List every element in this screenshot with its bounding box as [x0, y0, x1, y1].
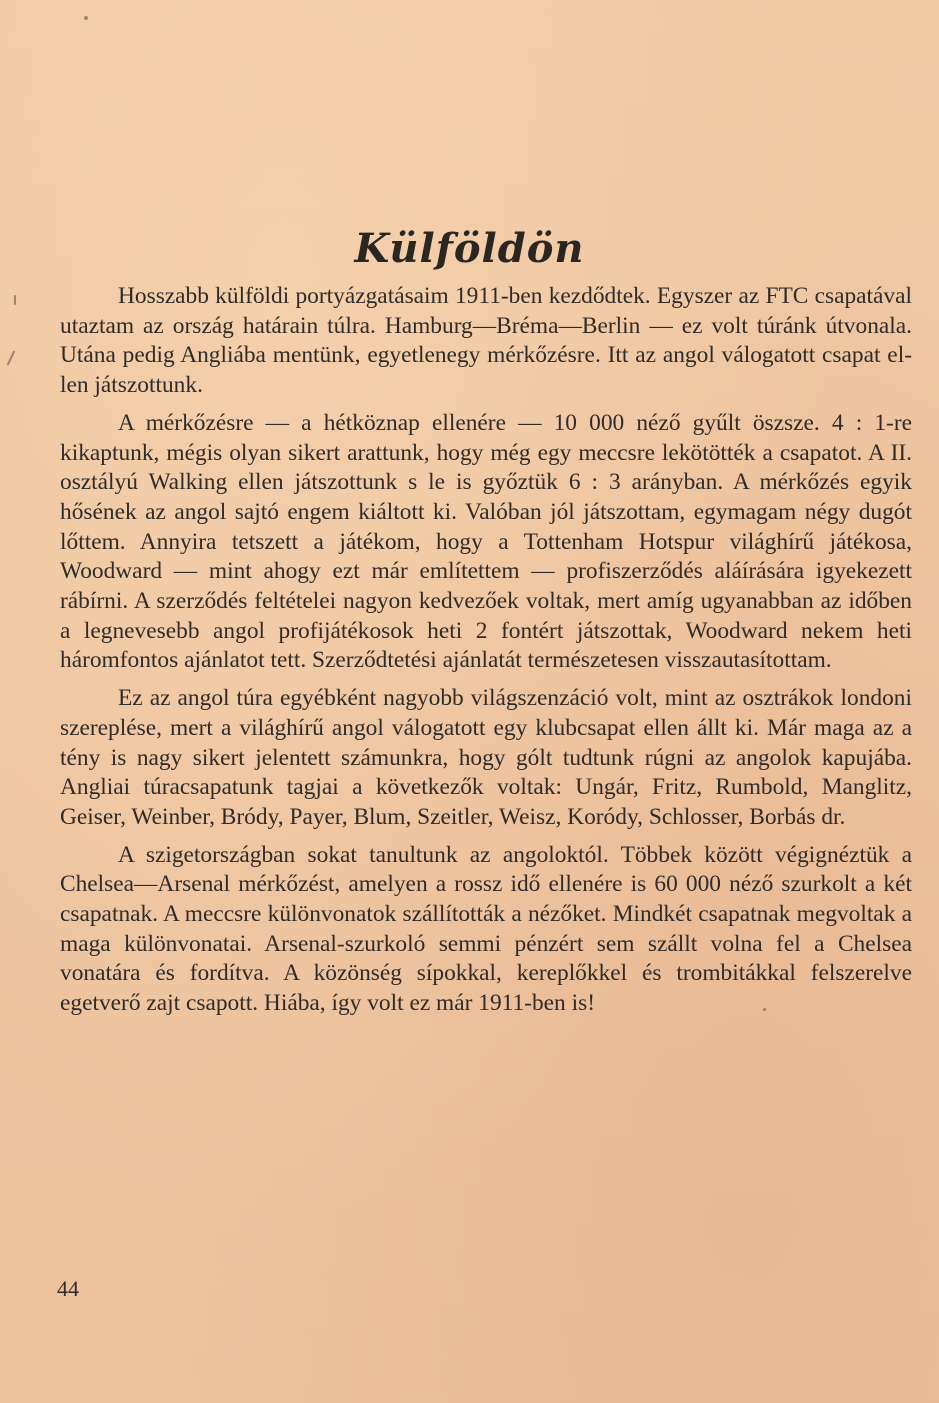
- chapter-body: [60, 282, 912, 1027]
- paragraph: A mérkőzésre — a hétköznap ellenére — 10 000 néző gyűlt öszsze. 4 : 1-re kikaptunk, mégis olyan sikert arattunk, hogy még egy meccsre lekötötték a csapatot. A II. osztályú Walking ellen játszottunk s le is győztük 6 : 3 arányban. A mérkőzés egyik hősének az angol sajtó engem kiáltott ki. Valóban jól játszottam, egymagam négy dugót lőttem. Annyira tetszett a játékom, hogy a Tottenham Hotspur világhírű játékosa, Woodward — mint ahogy ezt már említettem — profiszerződés aláírására igyekezett rábírni. A szerződés feltételei nagyon kedvezőek voltak, mert amíg ugyanabban az időben a legnevesebb angol profijátékosok heti 2 fontért játszottak, Woodward nekem heti háromfontos ajánlatot tett. Szerződtetési ajánlatát természetesen visszautasítottam.: [60, 409, 912, 674]
- paper-speck: [7, 350, 16, 365]
- paragraph: A szigetországban sokat tanultunk az angoloktól. Többek között végignéztük a Chelsea—Arsenal mérkőzést, amelyen a rossz idő ellenére is 60 000 néző szurkolt a két csapatnak. A meccsre különvonatok szállították a nézőket. Mindkét csapatnak megvoltak a maga különvonatai. Arsenal-szurkoló semmi pénzért sem szállt volna fel a Chelsea vonatára és fordítva. A közönség sípokkal, kereplőkkel és trombitákkal felszerelve egetverő zajt csapott. Hiába, így volt ez már 1911-ben is!: [60, 841, 912, 1017]
- paragraph: Ez az angol túra egyébként nagyobb világszenzáció volt, mint az osztrákok londoni szereplése, mert a világhírű angol válogatott egy klubcsapat ellen állt ki. Már maga az a tény is nagy sikert jelentett számunkra, hogy gólt tudtunk rúgni az angolok kapujába. Angliai túracsapatunk tagjai a következők voltak: Ungár, Fritz, Rumbold, Manglitz, Geiser, Weinber, Bródy, Payer, Blum, Szeitler, Weisz, Koródy, Schlosser, Borbás dr.: [60, 685, 912, 830]
- chapter-title: Külföldön: [354, 224, 585, 272]
- paragraph: Hosszabb külföldi portyázgatásaim 1911-ben kezdődtek. Egyszer az FTC csapatával utaztam az ország határain túlra. Hamburg—Bréma—Berlin — ez volt túránk útvonala. Utána pedig Angliába mentünk, egyetlenegy mérkőzésre. Itt az angol válogatott csapat ellen játszottunk.: [60, 283, 912, 399]
- paper-speck: [14, 295, 16, 305]
- page-number: 44: [57, 1276, 79, 1301]
- paper-speck: [84, 16, 88, 20]
